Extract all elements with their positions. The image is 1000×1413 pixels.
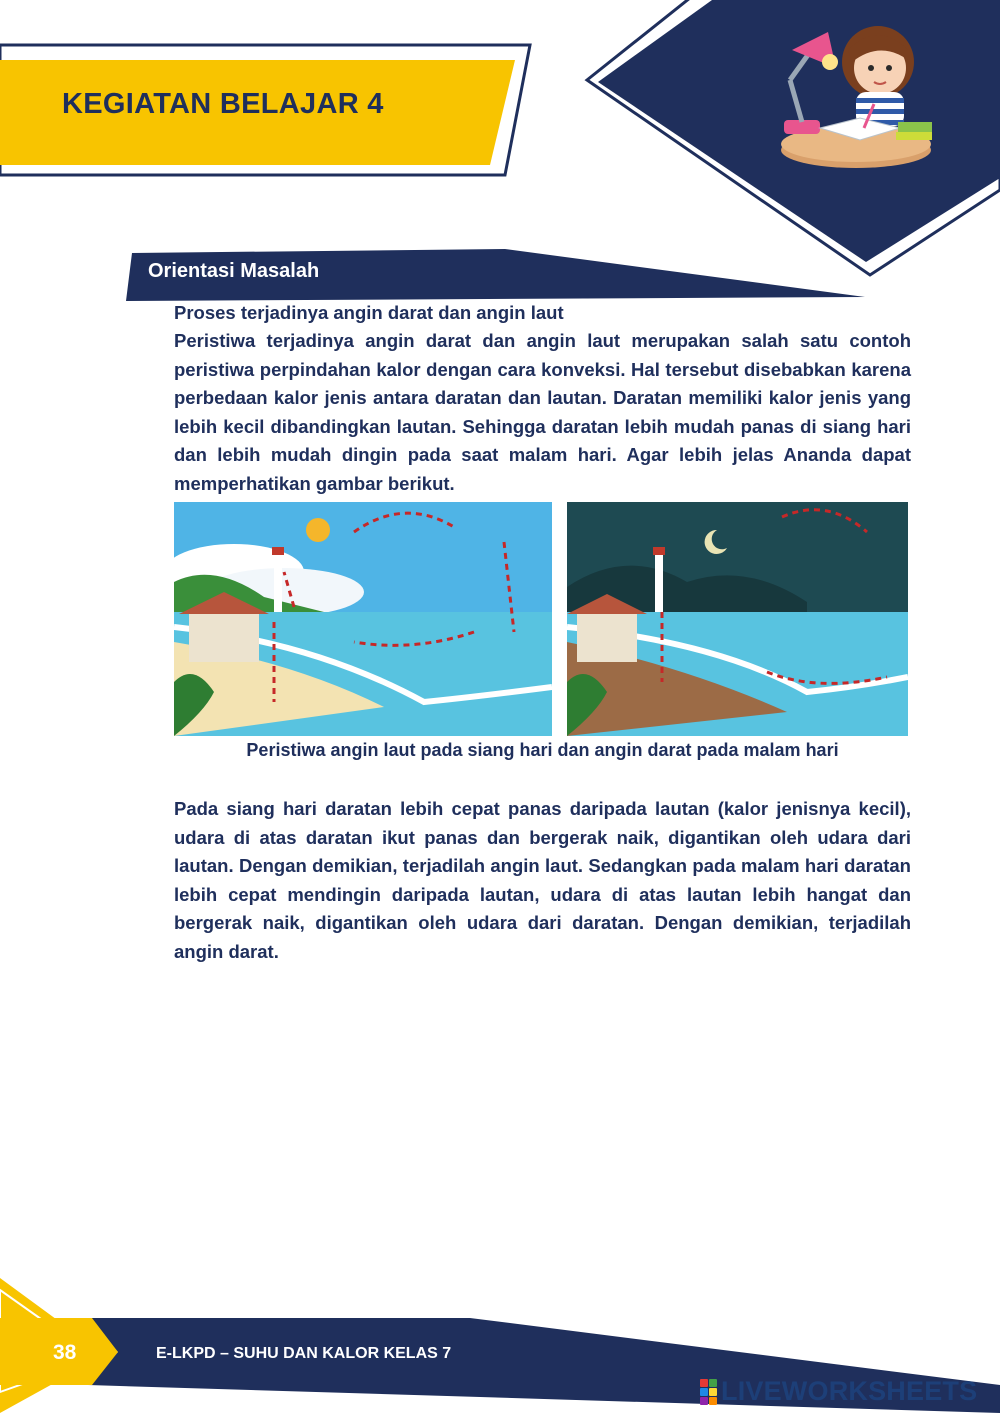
sea-breeze-day-image [174,502,552,736]
page-title: KEGIATAN BELAJAR 4 [62,88,384,120]
liveworksheets-watermark: LIVEWORKSHEETS [721,1376,978,1406]
intro-paragraph: Peristiwa terjadinya angin darat dan angin laut merupakan salah satu contoh peristiwa perpindahan kalor dengan cara konveksi. Hal tersebut disebabkan karena perbedaan kalor jenis antara daratan dan lautan. Daratan memiliki kalor jenis yang lebih kecil dibandingkan lautan. Sehingga daratan lebih mudah panas di siang hari dan lebih mudah dingin pada saat malam hari. Agar lebih jelas Ananda dapat memperhatikan gambar berikut. [174,330,911,494]
girl-studying-illustration [768,10,938,175]
section-subtitle: Proses terjadinya angin darat dan angin laut [174,302,564,323]
figure-caption: Peristiwa angin laut pada siang hari dan angin darat pada malam hari [246,740,839,760]
liveworksheets-logo-icon [700,1379,718,1405]
footer-text: E-LKPD – SUHU DAN KALOR KELAS 7 [156,1345,452,1362]
page-number: 38 [53,1341,77,1364]
section-label: Orientasi Masalah [148,260,320,282]
explanation-paragraph: Pada siang hari daratan lebih cepat panas daripada lautan (kalor jenisnya kecil), udara di atas daratan ikut panas dan bergerak naik, digantikan oleh udara dari lautan. Dengan demikian, terjadilah angin laut. Sedangkan pada malam hari daratan lebih cepat mendingin daripada lautan, udara di atas lautan lebih hangat dan bergerak naik, digantikan oleh udara dari daratan. Dengan demikian, terjadilah angin darat. [174,798,911,962]
land-breeze-night-image [567,502,908,736]
